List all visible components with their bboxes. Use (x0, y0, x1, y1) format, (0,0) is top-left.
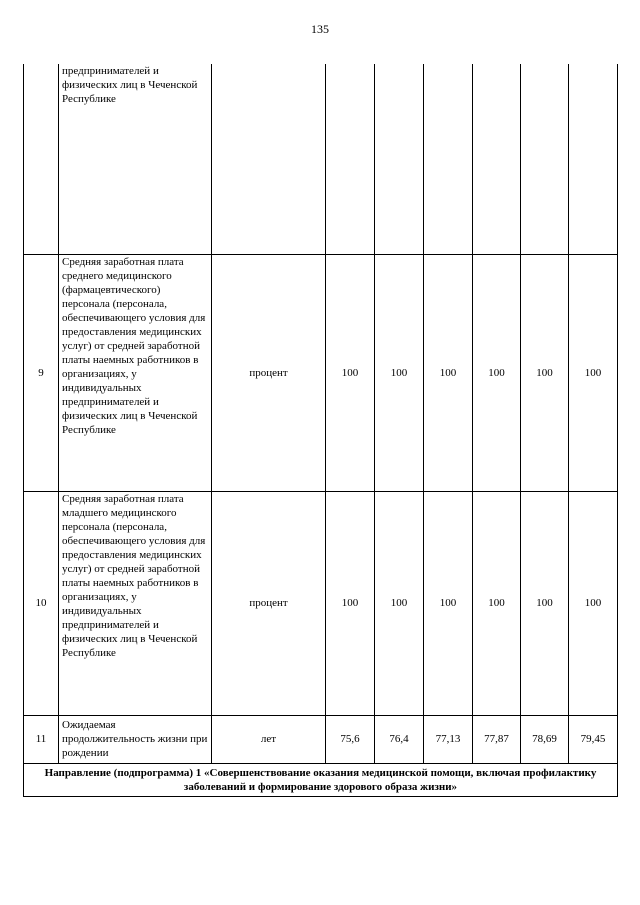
table-row (24, 491, 618, 715)
value-cell: 100 (424, 491, 473, 715)
row-number-cell: 9 (24, 254, 59, 491)
row-number-cell (24, 64, 59, 254)
value-cell: 100 (375, 491, 424, 715)
indicators-table (23, 64, 618, 797)
value-cell (375, 64, 424, 254)
value-cell: 76,4 (375, 715, 424, 763)
value-cell (473, 64, 521, 254)
indicator-name-cell: Средняя заработная плата среднего медицинского (фармацевтического) персонала (персонала, обеспечивающего условия для предоставления медицинских услуг) от средней заработной платы наемных работников в организациях, у индивидуальных предпринимателей и физических лиц в Чеченской Республике (59, 254, 212, 491)
indicator-name-cell: предпринимателей и физических лиц в Чеченской Республике (59, 64, 212, 254)
value-cell: 100 (473, 254, 521, 491)
value-cell (326, 64, 375, 254)
value-cell: 79,45 (569, 715, 618, 763)
row-number-cell: 11 (24, 715, 59, 763)
value-cell: 100 (326, 254, 375, 491)
unit-cell (212, 64, 326, 254)
unit-cell: процент (212, 254, 326, 491)
page-number: 135 (311, 22, 329, 36)
indicator-name-cell: Средняя заработная плата младшего медицинского персонала (персонала, обеспечивающего условия для предоставления медицинских услуг) от средней заработной платы наемных работников в организациях, у индивидуальных предпринимателей и физических лиц в Чеченской Республике (59, 491, 212, 715)
value-cell: 100 (326, 491, 375, 715)
value-cell (521, 64, 569, 254)
subprogram-heading: Направление (подпрограмма) 1 «Совершенствование оказания медицинской помощи, включая профилактику заболеваний и формирование здорового образа жизни» (24, 763, 618, 796)
value-cell: 100 (473, 491, 521, 715)
value-cell: 100 (521, 254, 569, 491)
indicator-name-cell: Ожидаемая продолжительность жизни при рождении (59, 715, 212, 763)
subprogram-heading-row (24, 763, 618, 796)
unit-cell: лет (212, 715, 326, 763)
table-row (24, 64, 618, 254)
value-cell (424, 64, 473, 254)
value-cell: 77,87 (473, 715, 521, 763)
value-cell: 78,69 (521, 715, 569, 763)
row-number-cell: 10 (24, 491, 59, 715)
value-cell: 100 (569, 491, 618, 715)
table-row (24, 254, 618, 491)
value-cell: 77,13 (424, 715, 473, 763)
value-cell: 100 (569, 254, 618, 491)
value-cell (569, 64, 618, 254)
unit-cell: процент (212, 491, 326, 715)
value-cell: 100 (375, 254, 424, 491)
value-cell: 100 (424, 254, 473, 491)
value-cell: 75,6 (326, 715, 375, 763)
table-row (24, 715, 618, 763)
value-cell: 100 (521, 491, 569, 715)
